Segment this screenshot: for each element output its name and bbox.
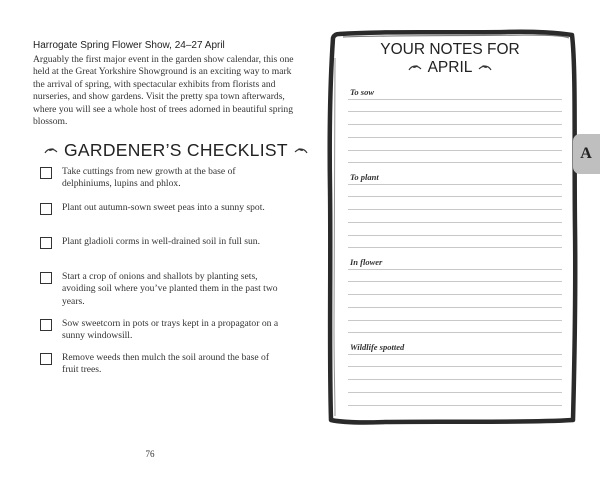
ruled-line — [348, 392, 562, 393]
checklist-item-text: Take cuttings from new growth at the base of delphiniums, lupins and phlox. — [62, 166, 236, 190]
ruled-line — [348, 332, 562, 333]
ruled-line — [348, 405, 562, 406]
checklist-item-text: Sow sweetcorn in pots or trays kept in a propagator on a sunny windowsill. — [62, 318, 279, 342]
checklist-title: GARDENER’S CHECKLIST — [64, 140, 288, 160]
ruled-line — [348, 235, 562, 236]
section-label-wildlife-spotted: Wildlife spotted — [350, 342, 405, 352]
leaf-flourish-icon — [478, 63, 492, 73]
ruled-line — [348, 209, 562, 210]
checkbox[interactable] — [40, 319, 52, 331]
section-label-to-plant: To plant — [350, 172, 379, 182]
checkbox[interactable] — [40, 203, 52, 215]
checkbox[interactable] — [40, 237, 52, 249]
ruled-line — [348, 196, 562, 197]
checkbox[interactable] — [40, 272, 52, 284]
ruled-line — [348, 111, 562, 112]
ruled-line — [348, 99, 562, 100]
ruled-line — [348, 366, 562, 367]
checklist-heading — [44, 140, 308, 161]
leaf-flourish-icon — [44, 146, 58, 156]
event-description: Arguably the first major event in the garden show calendar, this one held at the Great Yorkshire Showground is an exciting way to mark the arrival of spring, with spectacular exhibits from florists and nurseries, and show gardens. Visit the pretty spa town afterwards, where you will see a whole host of trees adorned in beautiful spring blossom. — [33, 54, 294, 128]
notes-title — [335, 41, 565, 77]
ruled-line — [348, 269, 562, 270]
ruled-line — [348, 150, 562, 151]
event-title: Harrogate Spring Flower Show, 24–27 April — [33, 40, 225, 51]
ruled-line — [348, 281, 562, 282]
leaf-flourish-icon — [408, 63, 422, 73]
checkbox[interactable] — [40, 167, 52, 179]
ruled-line — [348, 247, 562, 248]
ruled-line — [348, 137, 562, 138]
ruled-line — [348, 354, 562, 355]
checklist-item-text: Start a crop of onions and shallots by planting sets, avoiding soil where you’ve planted them in the past two years. — [62, 271, 278, 307]
checkbox[interactable] — [40, 353, 52, 365]
month-index-tab[interactable] — [573, 134, 600, 174]
ruled-line — [348, 184, 562, 185]
notes-title-line1: YOUR NOTES FOR — [380, 41, 520, 58]
section-label-in-flower: In flower — [350, 257, 383, 267]
ruled-line — [348, 307, 562, 308]
notes-title-month: APRIL — [427, 59, 473, 76]
tab-letter: A — [580, 145, 592, 162]
checklist-item-text: Plant out autumn-sown sweet peas into a sunny spot. — [62, 202, 265, 213]
checklist-item-text: Remove weeds then mulch the soil around the base of fruit trees. — [62, 352, 270, 376]
ruled-line — [348, 379, 562, 380]
leaf-flourish-icon — [294, 146, 308, 156]
checklist-item-text: Plant gladioli corms in well-drained soil in full sun. — [62, 236, 260, 247]
ruled-line — [348, 294, 562, 295]
ruled-line — [348, 320, 562, 321]
section-label-to-sow: To sow — [350, 87, 375, 97]
ruled-line — [348, 222, 562, 223]
ruled-line — [348, 124, 562, 125]
page-number: 76 — [145, 449, 155, 459]
ruled-line — [348, 162, 562, 163]
